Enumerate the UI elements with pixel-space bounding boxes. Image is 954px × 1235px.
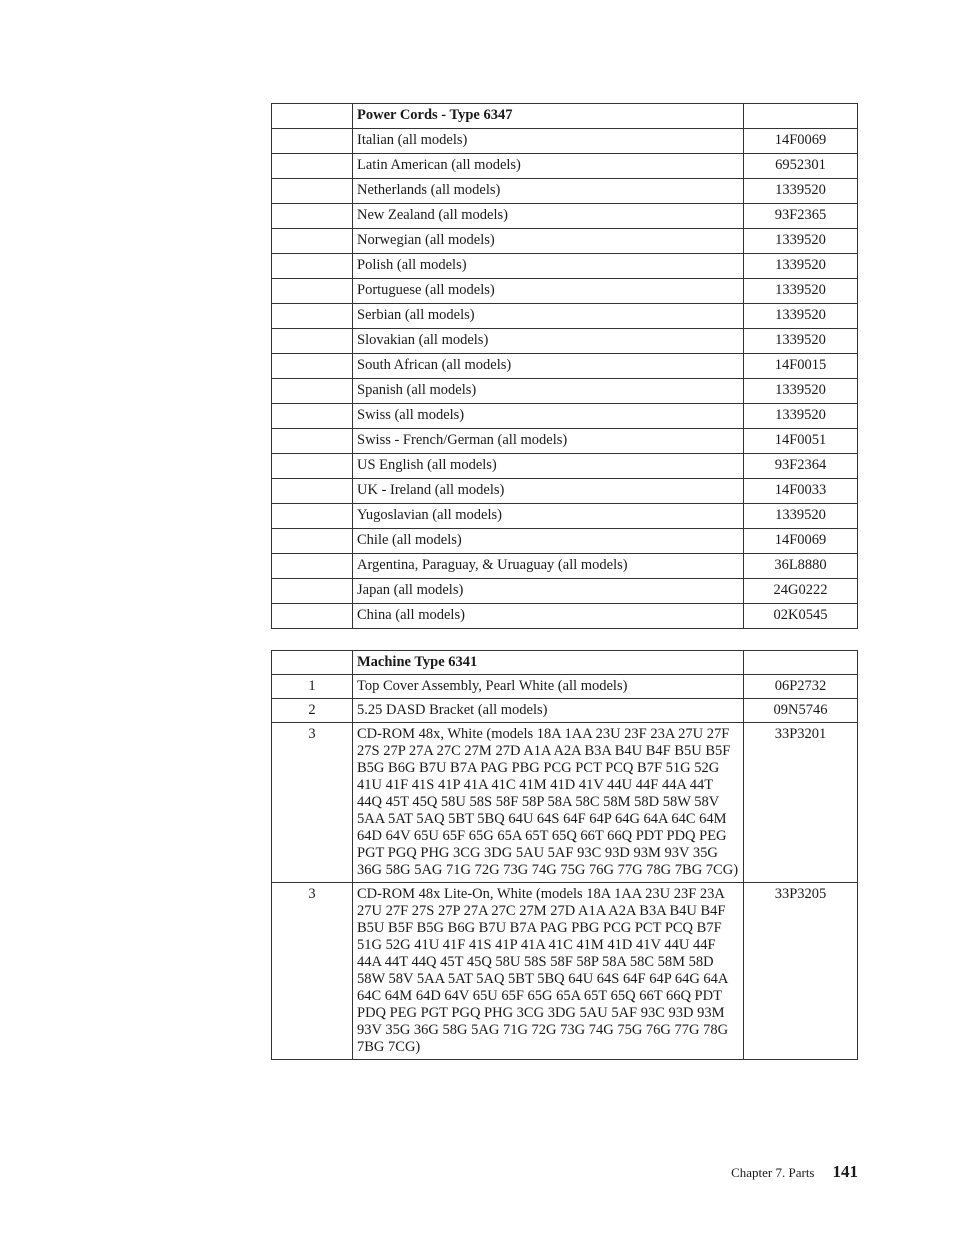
part-number-cell: 1339520: [744, 329, 858, 354]
part-number-cell: 1339520: [744, 254, 858, 279]
table-row: [272, 429, 858, 454]
part-number-cell: 36L8880: [744, 554, 858, 579]
description-cell: US English (all models): [353, 454, 744, 479]
description-cell: CD-ROM 48x, White (models 18A 1AA 23U 23F 23A 27U 27F 27S 27P 27A 27C 27M 27D A1A A2A B3A B4U B4F B5U B5F B5G B6G B7U B7A PAG PBG PCG PCT PCQ B7F 51G 52G 41U 41F 41S 41P 41A 41C 41M 41D 41V 44U 44F 44A 44T 44Q 45T 45Q 58U 58S 58F 58P 58A 58C 58M 58D 58W 58V 5AA 5AT 5AQ 5BT 5BQ 64U 64S 64F 64P 64G 64A 64C 64M 64D 64V 65U 65F 65G 65A 65T 65Q 66T 66Q PDT PDQ PEG PGT PGQ PHG 3CG 3DG 5AU 5AF 93C 93D 93M 93V 35G 36G 58G 5AG 71G 72G 73G 74G 75G 76G 77G 78G 7BG 7CG): [353, 723, 744, 883]
header-part-cell: [744, 651, 858, 675]
index-cell: [272, 529, 353, 554]
description-cell: UK - Ireland (all models): [353, 479, 744, 504]
table-row: [272, 254, 858, 279]
index-cell: 2: [272, 699, 353, 723]
table-row: [272, 454, 858, 479]
index-cell: [272, 429, 353, 454]
description-cell: 5.25 DASD Bracket (all models): [353, 699, 744, 723]
table-row: [272, 579, 858, 604]
table-row: [272, 154, 858, 179]
table-title: Power Cords - Type 6347: [353, 104, 744, 129]
description-cell: Chile (all models): [353, 529, 744, 554]
table-row: [272, 675, 858, 699]
index-cell: [272, 479, 353, 504]
table-row: [272, 179, 858, 204]
index-cell: [272, 279, 353, 304]
index-cell: [272, 329, 353, 354]
description-cell: Swiss (all models): [353, 404, 744, 429]
header-index-cell: [272, 104, 353, 129]
part-number-cell: 14F0069: [744, 529, 858, 554]
description-cell: Latin American (all models): [353, 154, 744, 179]
description-cell: Polish (all models): [353, 254, 744, 279]
table-row: [272, 504, 858, 529]
part-number-cell: 14F0015: [744, 354, 858, 379]
index-cell: [272, 504, 353, 529]
table-row: [272, 699, 858, 723]
table-row: [272, 379, 858, 404]
description-cell: South African (all models): [353, 354, 744, 379]
table-row: [272, 604, 858, 629]
index-cell: [272, 129, 353, 154]
index-cell: 3: [272, 883, 353, 1060]
machine-type-table: [271, 650, 858, 1060]
description-cell: CD-ROM 48x Lite-On, White (models 18A 1AA 23U 23F 23A 27U 27F 27S 27P 27A 27C 27M 27D A1A A2A B3A B4U B4F B5U B5F B5G B6G B7U B7A PAG PBG PCG PCT PCQ B7F 51G 52G 41U 41F 41S 41P 41A 41C 41M 41D 41V 44U 44F 44A 44T 44Q 45T 45Q 58U 58S 58F 58P 58A 58C 58M 58D 58W 58V 5AA 5AT 5AQ 5BT 5BQ 64U 64S 64F 64P 64G 64A 64C 64M 64D 64V 65U 65F 65G 65A 65T 65Q 66T 66Q PDT PDQ PEG PGT PGQ PHG 3CG 3DG 5AU 5AF 93C 93D 93M 93V 35G 36G 58G 5AG 71G 72G 73G 74G 75G 76G 77G 78G 7BG 7CG): [353, 883, 744, 1060]
index-cell: 3: [272, 723, 353, 883]
table-row: [272, 229, 858, 254]
part-number-cell: 33P3201: [744, 723, 858, 883]
description-cell: Italian (all models): [353, 129, 744, 154]
index-cell: [272, 379, 353, 404]
index-cell: [272, 404, 353, 429]
index-cell: [272, 154, 353, 179]
table-header-row: [272, 651, 858, 675]
part-number-cell: 14F0033: [744, 479, 858, 504]
index-cell: [272, 354, 353, 379]
description-cell: Yugoslavian (all models): [353, 504, 744, 529]
part-number-cell: 09N5746: [744, 699, 858, 723]
table-row: [272, 279, 858, 304]
part-number-cell: 1339520: [744, 379, 858, 404]
description-cell: Norwegian (all models): [353, 229, 744, 254]
page-number: 141: [832, 1162, 858, 1181]
part-number-cell: 93F2364: [744, 454, 858, 479]
table-row: [272, 883, 858, 1060]
description-cell: New Zealand (all models): [353, 204, 744, 229]
table-title: Machine Type 6341: [353, 651, 744, 675]
table-row: [272, 554, 858, 579]
index-cell: 1: [272, 675, 353, 699]
part-number-cell: 93F2365: [744, 204, 858, 229]
description-cell: Japan (all models): [353, 579, 744, 604]
part-number-cell: 1339520: [744, 504, 858, 529]
part-number-cell: 1339520: [744, 304, 858, 329]
description-cell: Top Cover Assembly, Pearl White (all models): [353, 675, 744, 699]
description-cell: Portuguese (all models): [353, 279, 744, 304]
page-footer: [731, 1162, 858, 1182]
part-number-cell: 33P3205: [744, 883, 858, 1060]
index-cell: [272, 579, 353, 604]
table-row: [272, 529, 858, 554]
part-number-cell: 1339520: [744, 229, 858, 254]
description-cell: Swiss - French/German (all models): [353, 429, 744, 454]
header-index-cell: [272, 651, 353, 675]
index-cell: [272, 454, 353, 479]
part-number-cell: 02K0545: [744, 604, 858, 629]
table-row: [272, 723, 858, 883]
description-cell: Argentina, Paraguay, & Uruaguay (all models): [353, 554, 744, 579]
part-number-cell: 1339520: [744, 179, 858, 204]
part-number-cell: 14F0051: [744, 429, 858, 454]
header-part-cell: [744, 104, 858, 129]
part-number-cell: 24G0222: [744, 579, 858, 604]
description-cell: Spanish (all models): [353, 379, 744, 404]
table-row: [272, 304, 858, 329]
chapter-label: Chapter 7. Parts: [731, 1165, 815, 1180]
table-row: [272, 129, 858, 154]
part-number-cell: 1339520: [744, 279, 858, 304]
part-number-cell: 1339520: [744, 404, 858, 429]
description-cell: Netherlands (all models): [353, 179, 744, 204]
table-row: [272, 329, 858, 354]
description-cell: Slovakian (all models): [353, 329, 744, 354]
part-number-cell: 06P2732: [744, 675, 858, 699]
table-row: [272, 354, 858, 379]
description-cell: Serbian (all models): [353, 304, 744, 329]
table-row: [272, 204, 858, 229]
index-cell: [272, 229, 353, 254]
part-number-cell: 14F0069: [744, 129, 858, 154]
power-cords-table: [271, 103, 858, 629]
table-row: [272, 479, 858, 504]
index-cell: [272, 204, 353, 229]
index-cell: [272, 254, 353, 279]
part-number-cell: 6952301: [744, 154, 858, 179]
table-header-row: [272, 104, 858, 129]
description-cell: China (all models): [353, 604, 744, 629]
table-row: [272, 404, 858, 429]
index-cell: [272, 604, 353, 629]
index-cell: [272, 554, 353, 579]
index-cell: [272, 304, 353, 329]
index-cell: [272, 179, 353, 204]
